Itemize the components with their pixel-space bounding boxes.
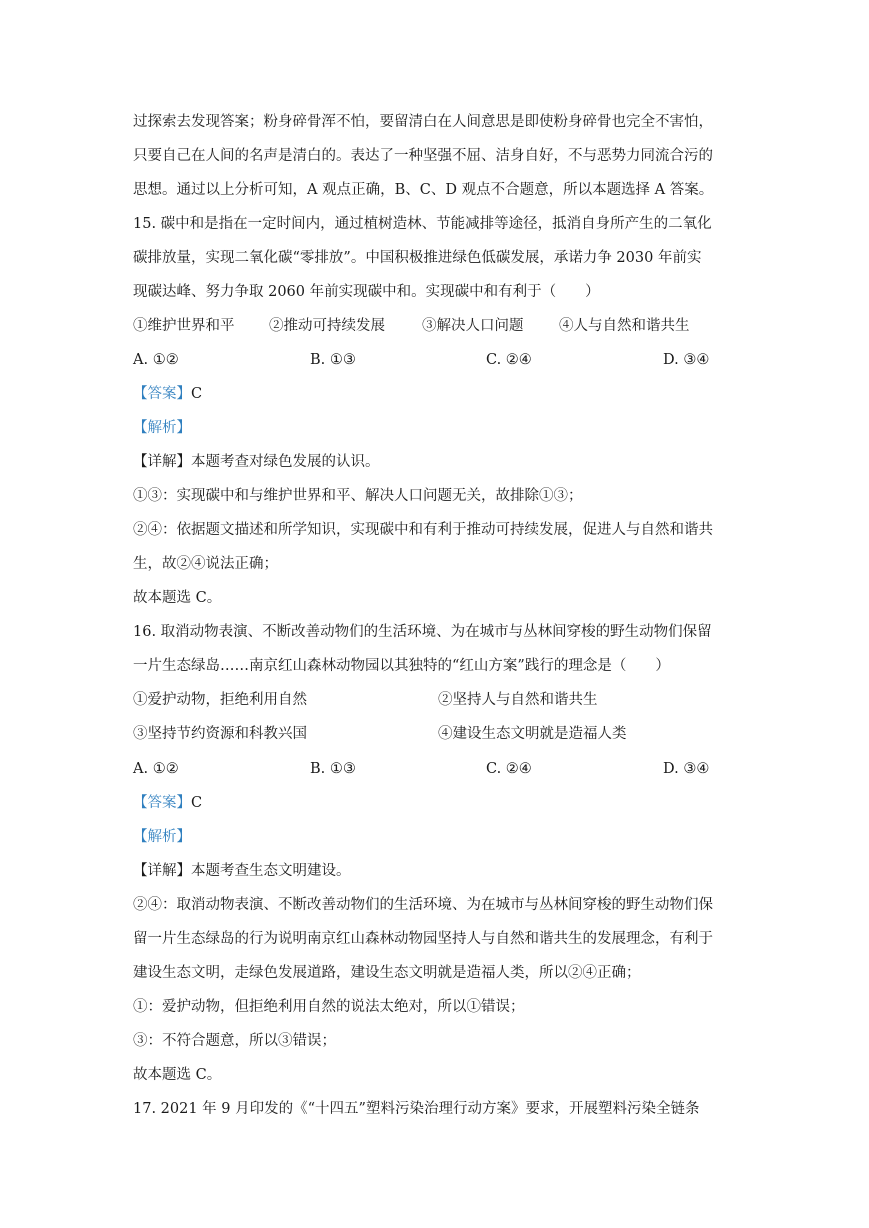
intro-line: 思想。通过以上分析可知，A 观点正确，B、C、D 观点不合题意，所以本题选择 A 答案。 (133, 182, 714, 198)
q15-detail-line: 生，故②④说法正确； (133, 556, 278, 572)
q15-stem-line: 碳排放量，实现二氧化碳“零排放”。中国积极推进绿色低碳发展，承诺力争 2030 年前实 (133, 250, 702, 266)
q16-detail-line: 留一片生态绿岛的行为说明南京红山森林动物园坚持人与自然和谐共生的发展理念，有利于 (133, 931, 713, 947)
q16-detail-line: 【详解】本题考查生态文明建设。 (133, 863, 351, 879)
q16-statement-3: ③坚持节约资源和科教兴国 (133, 726, 307, 742)
q16-option-a: A. ①② (133, 761, 179, 777)
q16-detail-line: ①：爱护动物，但拒绝利用自然的说法太绝对，所以①错误； (133, 999, 525, 1015)
q15-detail-line: 故本题选 C。 (133, 590, 222, 606)
answer-value: C (191, 386, 203, 402)
q16-analysis-tag: 【解析】 (133, 829, 191, 845)
q15-option-a: A. ①② (133, 352, 179, 368)
q16-detail-line: 建设生态文明，走绿色发展道路，建设生态文明就是造福人类，所以②④正确； (133, 965, 641, 981)
q15-statement-3: ③解决人口问题 (422, 318, 524, 334)
q16-answer (133, 793, 202, 813)
q16-detail-line: ②④：取消动物表演、不断改善动物们的生活环境、为在城市与丛林间穿梭的野生动物们保 (133, 897, 713, 913)
q15-statement-4: ④人与自然和谐共生 (559, 318, 690, 334)
q16-statement-4: ④建设生态文明就是造福人类 (438, 726, 627, 742)
q15-stem-line: 现碳达峰、努力争取 2060 年前实现碳中和。实现碳中和有利于（ ） (133, 284, 600, 300)
answer-tag: 【答案】 (133, 795, 191, 811)
answer-value: C (191, 795, 203, 811)
q15-statement-1: ①维护世界和平 (133, 318, 235, 334)
q15-detail-line: 【详解】本题考查对绿色发展的认识。 (133, 454, 380, 470)
q17-stem-line: 17. 2021 年 9 月印发的《“十四五”塑料污染治理行动方案》要求，开展塑料污染全链条 (133, 1101, 700, 1117)
q15-option-d: D. ③④ (663, 352, 710, 368)
q15-answer (133, 384, 202, 404)
answer-tag: 【答案】 (133, 386, 191, 402)
q16-detail-line: 故本题选 C。 (133, 1067, 222, 1083)
q16-option-d: D. ③④ (663, 761, 710, 777)
q15-detail-line: ②④：依据题文描述和所学知识，实现碳中和有利于推动可持续发展，促进人与自然和谐共 (133, 522, 713, 538)
q16-stem-line: 一片生态绿岛……南京红山森林动物园以其独特的“红山方案”践行的理念是（ ） (133, 658, 670, 674)
q15-detail-line: ①③：实现碳中和与维护世界和平、解决人口问题无关，故排除①③； (133, 488, 583, 504)
q16-statement-2: ②坚持人与自然和谐共生 (438, 692, 598, 708)
q16-option-c: C. ②④ (486, 761, 532, 777)
q16-option-b: B. ①③ (310, 761, 356, 777)
q15-option-c: C. ②④ (486, 352, 532, 368)
q15-statement-2: ②推动可持续发展 (269, 318, 385, 334)
q16-detail-line: ③：不符合题意，所以③错误； (133, 1033, 336, 1049)
intro-line: 只要自己在人间的名声是清白的。表达了一种坚强不屈、洁身自好，不与恶势力同流合污的 (133, 148, 713, 164)
q15-analysis-tag: 【解析】 (133, 420, 191, 436)
q16-statement-1: ①爱护动物，拒绝利用自然 (133, 692, 307, 708)
q16-stem-line: 16. 取消动物表演、不断改善动物们的生活环境、为在城市与丛林间穿梭的野生动物们保留 (133, 624, 712, 640)
q15-stem-line: 15. 碳中和是指在一定时间内，通过植树造林、节能减排等途径，抵消自身所产生的二氧化 (133, 216, 712, 232)
intro-line: 过探索去发现答案；粉身碎骨浑不怕，要留清白在人间意思是即使粉身碎骨也完全不害怕， (133, 114, 713, 130)
q15-option-b: B. ①③ (310, 352, 356, 368)
